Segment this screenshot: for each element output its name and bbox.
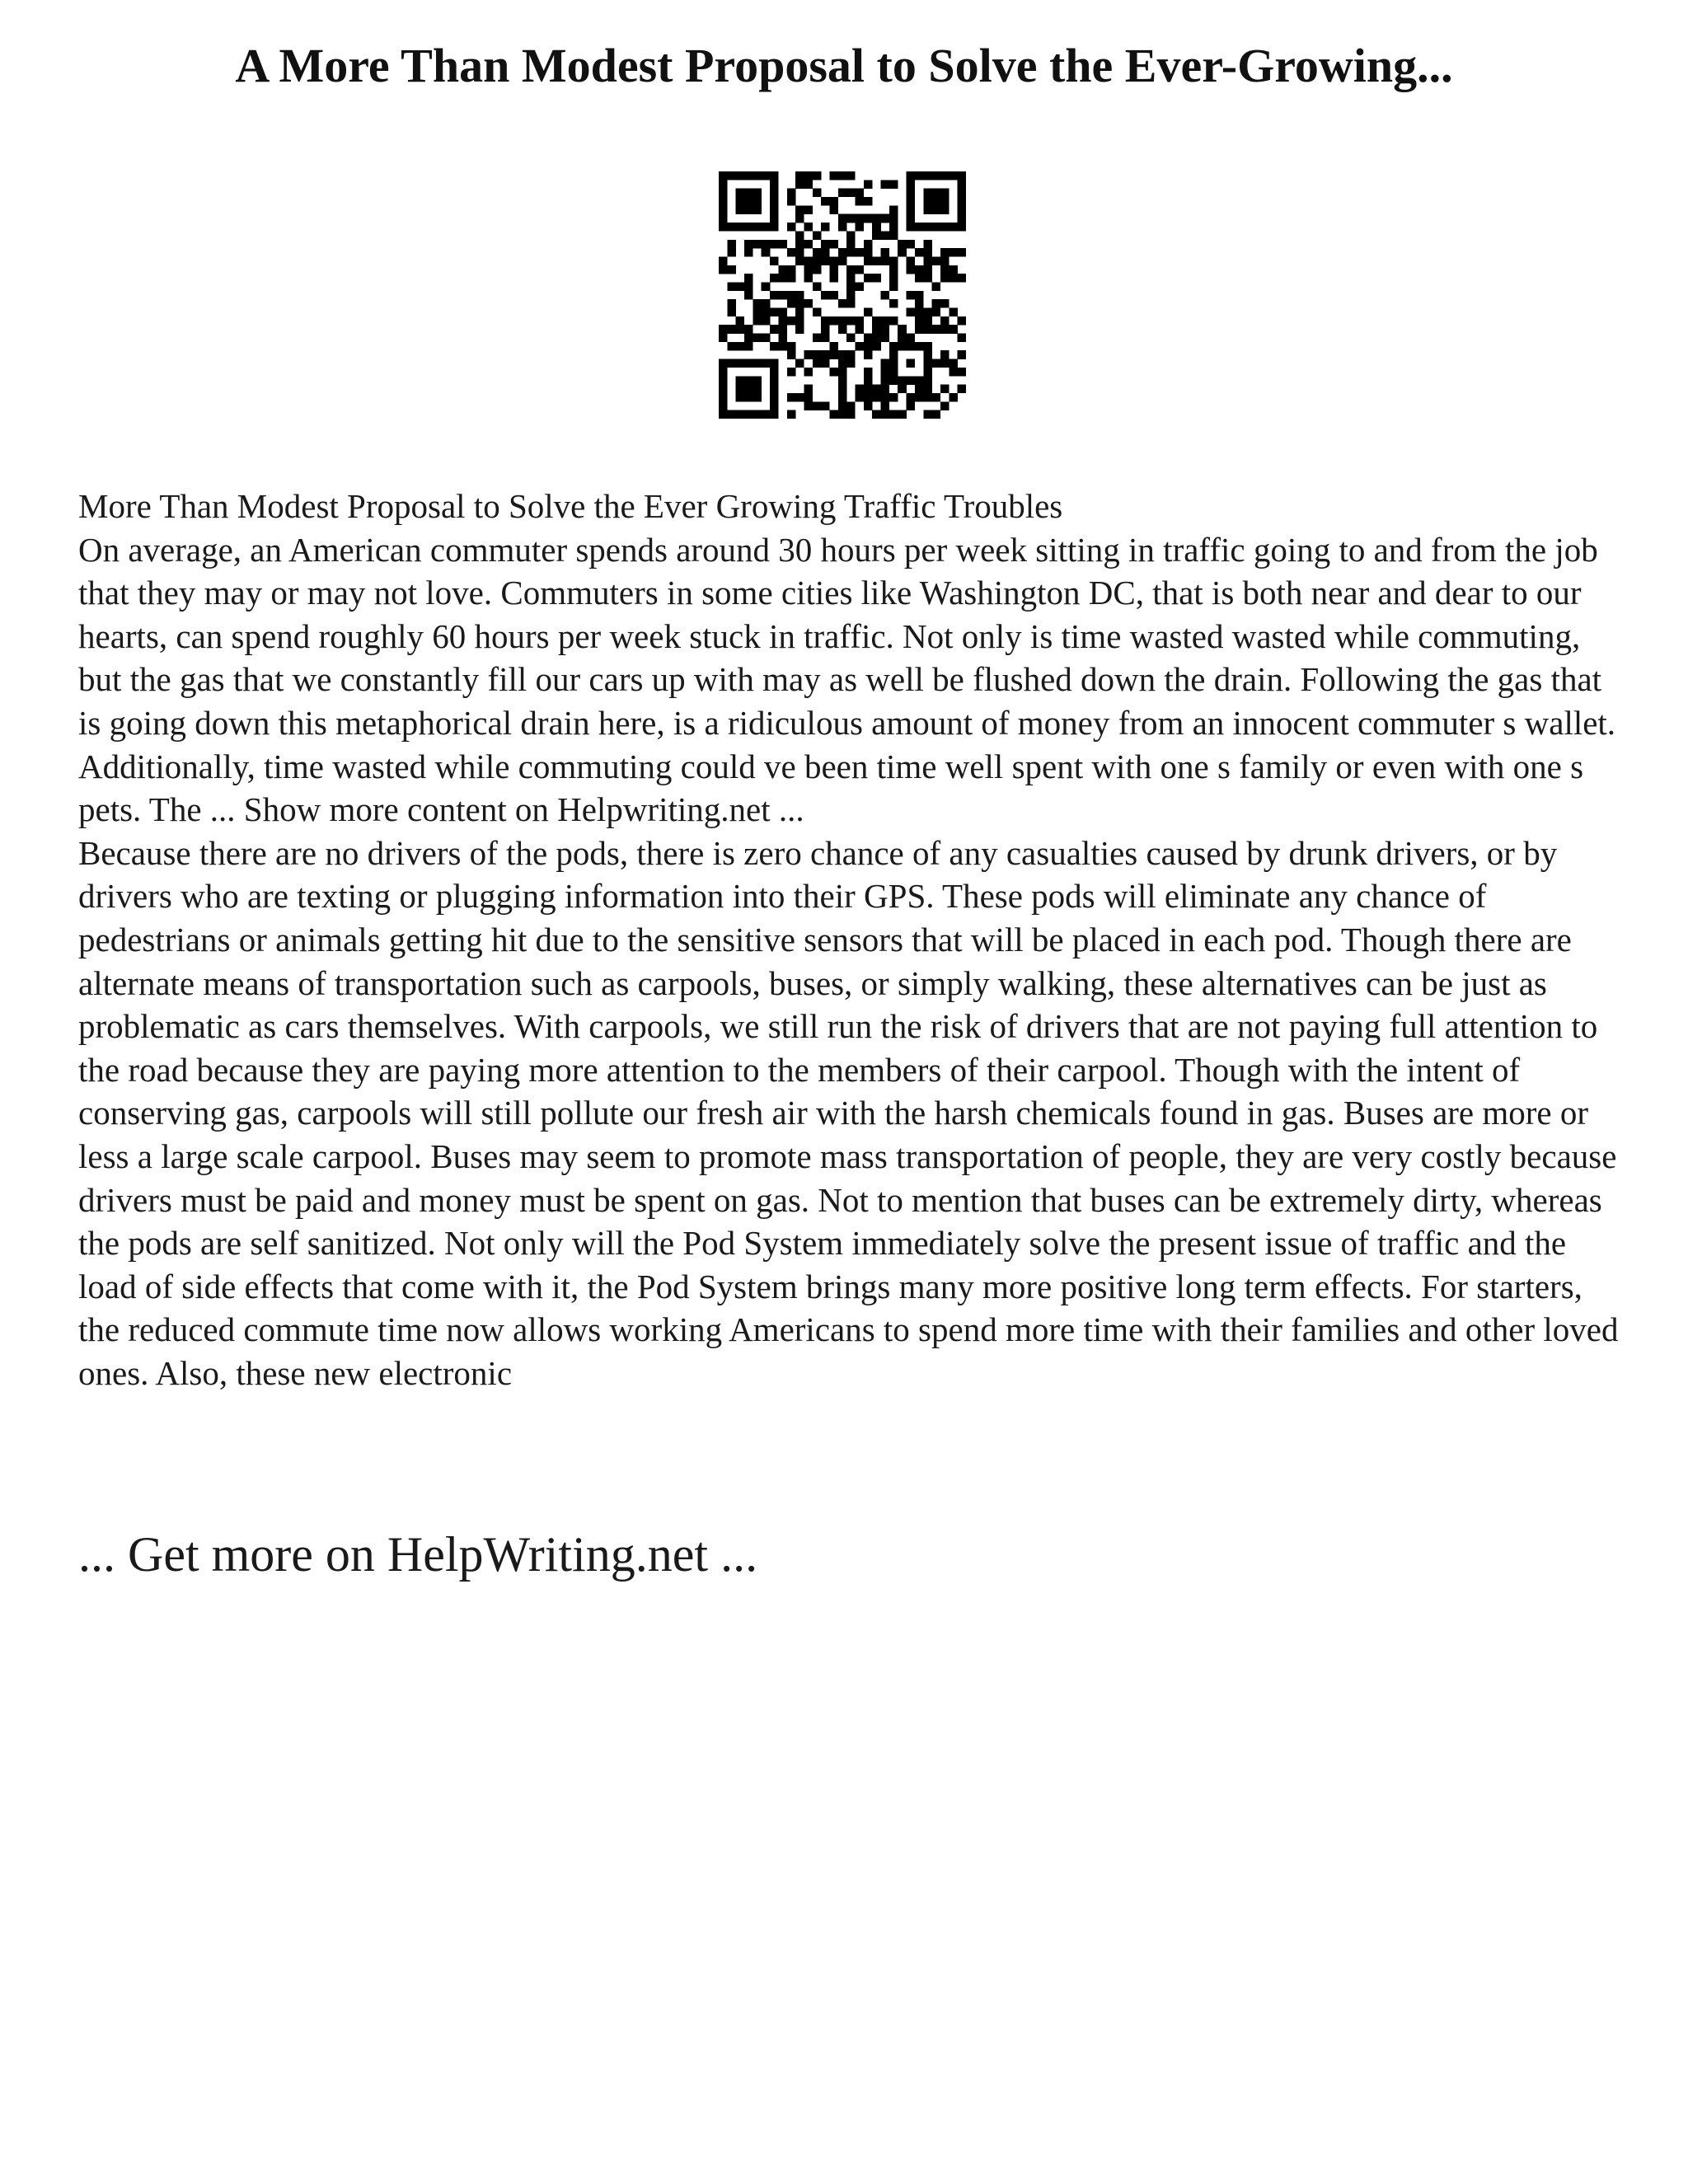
article-subtitle: More Than Modest Proposal to Solve the Ever Growing Traffic Troubles <box>78 487 1063 525</box>
page-title: A More Than Modest Proposal to Solve the Ever-Growing... <box>235 39 1453 92</box>
article-paragraph-2: Because there are no drivers of the pods, there is zero chance of any casualties caused by drunk drivers, or by drivers who are texting or plugging information into their GPS. These pods will eliminate any chance of pedestrians or animals getting hit due to the sensitive sensors that will be placed in each pod. Though there are alternate means of transportation such as carpools, buses, or simply walking, these alternatives can be just as problematic as cars themselves. With carpools, we still run the risk of drivers that are not paying full attention to the road because they are paying more attention to the members of their carpool. Though with the intent of conserving gas, carpools will still pollute our fresh air with the harsh chemicals found in gas. Buses are more or less a large scale carpool. Buses may seem to promote mass transportation of people, they are very costly because drivers must be paid and money must be spent on gas. Not to mention that buses can be extremely dirty, whereas the pods are self sanitized. Not only will the Pod System immediately solve the present issue of traffic and the load of side effects that come with it, the Pod System brings many more positive long term effects. For starters, the reduced commute time now allows working Americans to spend more time with their families and other loved ones. Also, these new electronic <box>78 833 1619 1392</box>
article-paragraph-1: On average, an American commuter spends around 30 hours per week sitting in traffic going to and from the job that they may or may not love. Commuters in some cities like Washington DC, that is both near and dear to our hearts, can spend roughly 60 hours per week stuck in traffic. Not only is time wasted wasted while commuting, but the gas that we constantly fill our cars up with may as well be flushed down the drain. Following the gas that is going down this metaphorical drain here, is a ridiculous amount of money from an innocent commuter s wallet. Additionally, time wasted while commuting could ve been time well spent with one s family or even with one s pets. The ... Show more content on Helpwriting.net ... <box>78 530 1616 829</box>
article-body <box>78 485 1628 1394</box>
qr-code-graphic <box>719 171 966 419</box>
qr-code-icon[interactable] <box>719 171 966 419</box>
get-more-link[interactable]: ... Get more on HelpWriting.net ... <box>78 1527 758 1582</box>
